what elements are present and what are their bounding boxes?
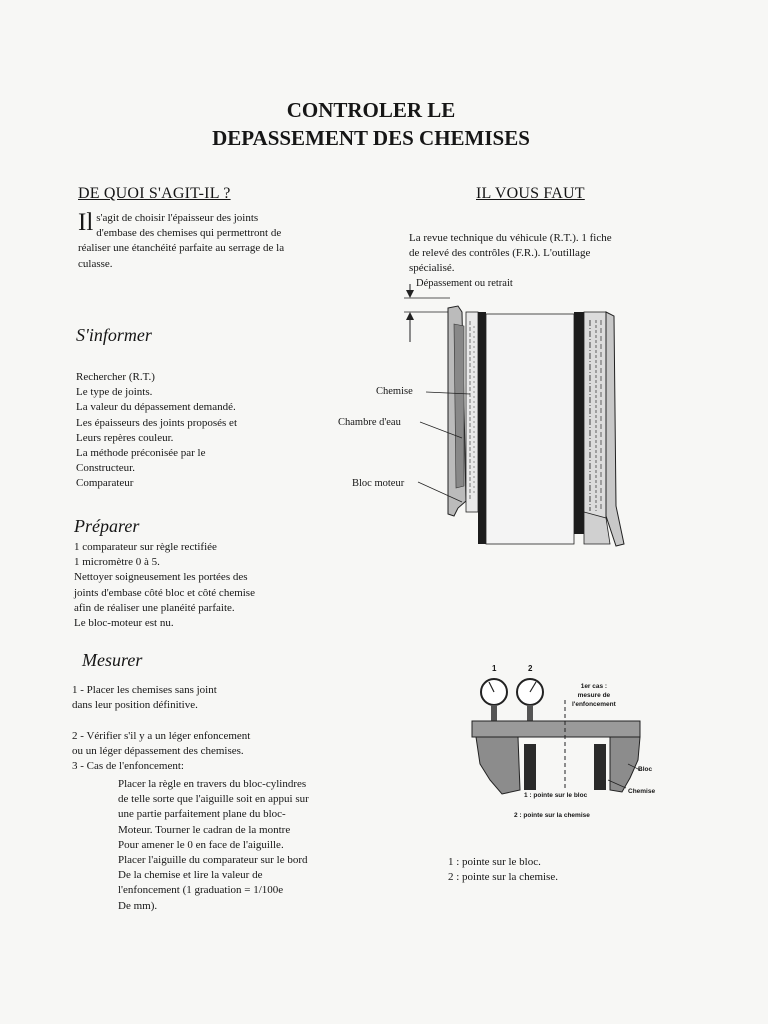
mesurer-line: De mm). [118,899,158,912]
informer-line: La méthode préconisée par le [76,447,206,460]
dial-number-1: 1 [492,664,497,673]
mesurer-line: 3 - Cas de l'enfoncement: [72,760,184,773]
faut-line: de relevé des contrôles (F.R.). L'outillage [409,247,591,260]
legend-line-2: 2 : pointe sur la chemise. [448,871,558,884]
preparer-line: afin de réaliser une planéité parfaite. [74,601,235,614]
drop-cap: Il [78,209,94,236]
mesurer-line: Moteur. Tourner le cadran de la montre [118,823,291,836]
preparer-line: 1 comparateur sur règle rectifiée [74,541,217,553]
liner-diagram [330,276,630,551]
informer-list [76,370,237,492]
title-line-1: CONTROLER LE [286,98,456,122]
mesurer-step-1 [72,683,217,713]
section-heading-quoi: DE QUOI S'AGIT-IL ? [78,185,231,202]
informer-line: Les épaisseurs des joints proposés et [76,416,237,429]
case-line: 1er cas : [580,683,608,690]
mesurer-line: dans leur position définitive. [72,699,198,712]
label-chambre-eau: Chambre d'eau [338,417,401,428]
label-chemise-small: Chemise [628,788,656,795]
label-bloc-moteur: Bloc moteur [352,478,405,489]
legend-line-1: 1 : pointe sur le bloc. [448,856,541,868]
case-line: l'enfoncement [572,701,616,708]
dial-number-2: 2 [528,664,533,673]
informer-line: Leurs repères couleur. [76,431,174,444]
mesurer-line: Placer la règle en travers du bloc-cylindres [118,778,307,790]
informer-line: Rechercher (R.T.) [76,371,155,383]
mesurer-line: l'enfoncement (1 graduation = 1/100e [118,884,284,897]
quoi-line: culasse. [78,257,113,270]
label-chemise: Chemise [376,386,413,397]
preparer-line: 1 micromètre 0 à 5. [74,556,160,569]
mesurer-step-3-body [118,777,309,914]
preparer-list [74,540,255,631]
measurement-diagram [462,660,682,830]
informer-line: Constructeur. [76,462,135,475]
case-line: mesure de [577,692,611,699]
mesurer-line: 2 - Vérifier s'il y a un léger enfoncement [72,730,251,742]
case-label [572,682,616,709]
faut-line: spécialisé. [409,262,455,275]
faut-paragraph [409,231,612,277]
mesurer-line: de telle sorte que l'aiguille soit en appui sur [118,793,309,806]
informer-line: Comparateur [76,477,134,490]
label-pointe-bloc: 1 : pointe sur le bloc [524,792,588,799]
preparer-line: Nettoyer soigneusement les portées des [74,571,248,584]
quoi-paragraph [78,211,348,272]
title-line-2: DEPASSEMENT DES CHEMISES [212,126,530,150]
faut-line: La revue technique du véhicule (R.T.). 1 fiche [409,232,612,244]
page-title [0,96,742,152]
label-depassement: Dépassement ou retrait [416,278,513,289]
quoi-line: s'agit de choisir l'épaisseur des joints [96,212,259,224]
quoi-line: d'embase des chemises qui permettront de [96,227,282,240]
label-bloc-small: Bloc [638,766,653,773]
preparer-line: Le bloc-moteur est nu. [74,617,174,630]
mesurer-line: Pour amener le 0 en face de l'aiguille. [118,838,284,851]
informer-line: La valeur du dépassement demandé. [76,401,236,414]
mesurer-step-2 [72,729,250,775]
mesurer-line: De la chemise et lire la valeur de [118,869,263,882]
mesurer-line: une partie parfaitement plane du bloc- [118,808,286,821]
mesurer-line: 1 - Placer les chemises sans joint [72,684,217,696]
section-heading-preparer: Préparer [74,516,140,536]
quoi-line: réaliser une étanchéité parfaite au serrage de la [78,242,285,255]
diagram-legend [448,855,558,885]
liner-drawing [330,276,630,551]
label-pointe-chemise: 2 : pointe sur la chemise [514,812,590,819]
section-heading-faut: IL VOUS FAUT [476,185,585,202]
mesurer-line: ou un léger dépassement des chemises. [72,745,244,758]
mesurer-line: Placer l'aiguille du comparateur sur le bord [118,854,308,867]
preparer-line: joints d'embase côté bloc et côté chemise [74,586,255,599]
section-heading-informer: S'informer [76,325,152,345]
informer-line: Le type de joints. [76,386,153,399]
section-heading-mesurer: Mesurer [82,650,143,670]
